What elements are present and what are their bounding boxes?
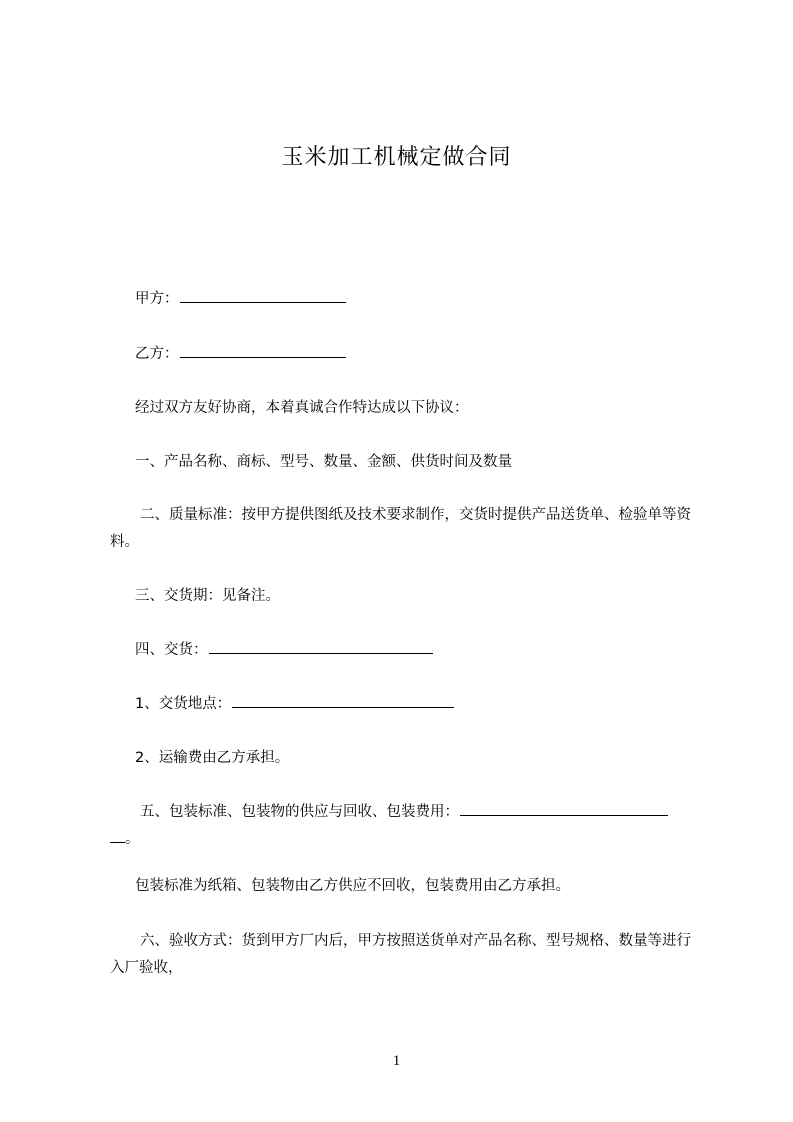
clause-4-blank <box>209 652 433 654</box>
clause-4-1-blank <box>232 706 454 708</box>
intro-text: 经过双方友好协商，本着真诚合作特达成以下协议： <box>135 400 469 416</box>
party-b-line <box>110 341 710 368</box>
party-b-blank <box>180 356 346 358</box>
party-b-label: 乙方： <box>135 346 179 362</box>
clause-2-text: 二、质量标准：按甲方提供图纸及技术要求制作，交货时提供产品送货单、检验单等资料。 <box>110 507 691 550</box>
clause-5-continuation <box>110 826 710 853</box>
clause-2 <box>110 502 702 556</box>
clause-4-1 <box>110 691 710 718</box>
clause-5-label: 五、包装标准、包装物的供应与回收、包装费用： <box>140 804 459 820</box>
clause-1 <box>110 449 710 476</box>
intro-paragraph <box>110 395 710 422</box>
clause-1-text: 一、产品名称、商标、型号、数量、金额、供货时间及数量 <box>135 454 512 470</box>
clause-5-blank <box>460 814 668 816</box>
page-number: 1 <box>392 1053 401 1069</box>
clause-4-2 <box>110 745 710 772</box>
clause-4-label: 四、交货： <box>135 642 208 658</box>
contract-title: 玉米加工机械定做合同 <box>281 145 512 170</box>
clause-6 <box>110 928 702 982</box>
clause-4-2-text: 2、运输费由乙方承担。 <box>135 750 290 766</box>
party-a-line <box>110 286 710 313</box>
clause-6-text: 六、验收方式：货到甲方厂内后，甲方按照送货单对产品名称、型号规格、数量等进行入厂验收， <box>110 933 691 976</box>
clause-5 <box>110 799 710 826</box>
party-a-label: 甲方： <box>135 291 179 307</box>
party-a-blank <box>180 301 346 303</box>
clause-3-text: 三、交货期：见备注。 <box>135 588 280 604</box>
clause-4-1-label: 1、交货地点： <box>135 696 232 712</box>
clause-3 <box>110 583 710 610</box>
clause-5-note <box>110 873 710 900</box>
clause-5-end: 。 <box>125 831 140 847</box>
clause-5-note-text: 包装标准为纸箱、包装物由乙方供应不回收，包装费用由乙方承担。 <box>135 878 570 894</box>
clause-5-blank-continued <box>110 841 125 843</box>
clause-4 <box>110 637 710 664</box>
